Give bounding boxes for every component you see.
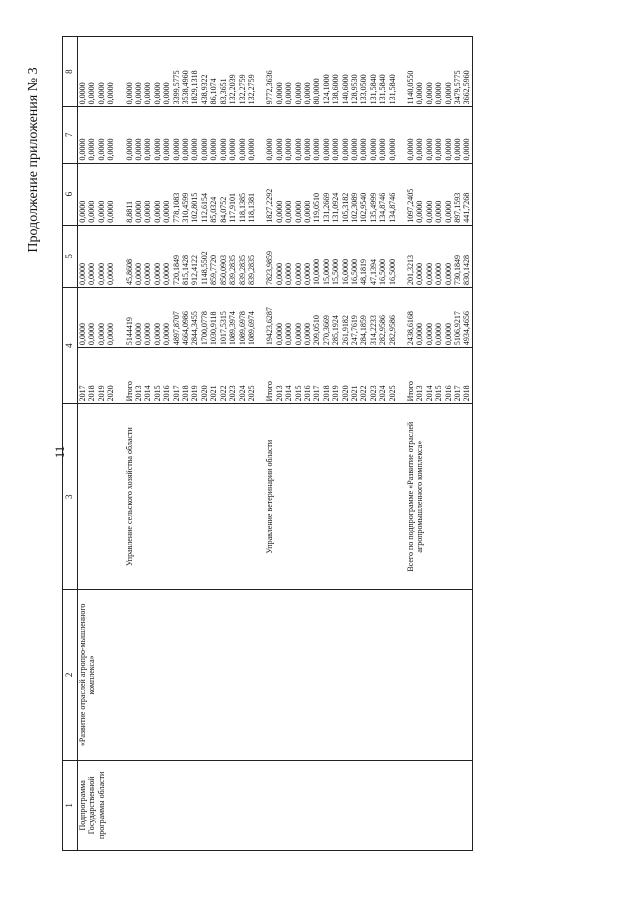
total-cell: 0,0000 xyxy=(443,323,453,346)
local-cell: 0,0000 xyxy=(87,138,97,161)
year-cell: 2018 xyxy=(462,385,472,402)
regional-cell: 778,1083 xyxy=(171,192,181,223)
block-gap xyxy=(256,290,265,345)
other-cell: 0,0000 xyxy=(124,82,134,105)
regional-cell: 0,0000 xyxy=(434,200,444,223)
total-cell: 0,0000 xyxy=(302,323,312,346)
block-gap xyxy=(397,228,406,285)
regional-cell: 0,0000 xyxy=(106,200,116,223)
federal-cell: 0,0000 xyxy=(302,262,312,285)
total-cell: 0,0000 xyxy=(424,323,434,346)
regional-cell: 0,0000 xyxy=(424,200,434,223)
block-gap xyxy=(397,166,406,223)
year-cell: 2016 xyxy=(443,385,453,402)
federal-cell: 0,0000 xyxy=(87,262,97,285)
block-gap xyxy=(397,350,406,401)
local-cell: 0,0000 xyxy=(321,138,331,161)
local-cell: 0,0000 xyxy=(106,138,116,161)
local-cell: 0,0000 xyxy=(209,138,219,161)
table-header-row xyxy=(63,37,78,851)
local-cell: 0,0000 xyxy=(359,138,369,161)
federal-cell: 0,0000 xyxy=(106,262,116,285)
local-cell: 0,0000 xyxy=(424,138,434,161)
local-cell: 0,0000 xyxy=(265,138,275,161)
federal-cell: 0,0000 xyxy=(293,262,303,285)
federal-cell: 10,0000 xyxy=(312,258,322,285)
block-gap xyxy=(397,39,406,104)
other-cell: 0,0000 xyxy=(143,82,153,105)
total-cell: 2844,3455 xyxy=(190,311,200,346)
federal-cell: 0,0000 xyxy=(96,262,106,285)
local-cell: 0,0000 xyxy=(462,138,472,161)
total-cell: 0,0000 xyxy=(293,323,303,346)
other-cell: 0,0000 xyxy=(78,82,87,105)
total-cell: 284,1859 xyxy=(359,315,369,346)
year-cell: 2020 xyxy=(199,385,209,402)
total-cell: 5106,9217 xyxy=(453,311,463,346)
total-cell: 0,0000 xyxy=(415,323,425,346)
regional-cell: 0,0000 xyxy=(443,200,453,223)
local-cell: 0,0000 xyxy=(237,138,247,161)
header-col-7: 7 xyxy=(63,107,78,163)
year-cell: 2022 xyxy=(218,385,228,402)
header-col-3: 3 xyxy=(63,404,78,590)
other-cell: 0,0000 xyxy=(302,82,312,105)
local-cell: 0,0000 xyxy=(228,138,238,161)
block-gap xyxy=(397,109,406,160)
federal-cell: 0,0000 xyxy=(134,262,144,285)
year-cell: Итого xyxy=(406,381,415,402)
federal-cell: 912,4122 xyxy=(190,254,200,285)
other-cell: 83,3651 xyxy=(218,78,228,105)
other-cell: 132,2759 xyxy=(246,74,256,105)
regional-cell: 0,0000 xyxy=(293,200,303,223)
local-cell: 0,0000 xyxy=(443,138,453,161)
federal-cell: 7823,9859 xyxy=(265,250,275,285)
year-cell: 2020 xyxy=(340,385,350,402)
total-cell: 209,0510 xyxy=(312,315,322,346)
regional-cell: 134,8746 xyxy=(378,192,388,223)
other-cell: 132,2039 xyxy=(228,74,238,105)
federal-cell: 0,0000 xyxy=(162,262,172,285)
year-cell: 2018 xyxy=(87,385,97,402)
other-cell: 9772,3636 xyxy=(265,70,275,105)
regional-cell: 0,0000 xyxy=(96,200,106,223)
other-cell: 131,5840 xyxy=(378,74,388,105)
local-cell: 0,0000 xyxy=(152,138,162,161)
local-cell: 0,0000 xyxy=(181,138,191,161)
year-cell: 2019 xyxy=(190,385,200,402)
other-cell: 80,0000 xyxy=(312,78,322,105)
local-cell: 0,0000 xyxy=(349,138,359,161)
year-cell: 2023 xyxy=(228,385,238,402)
year-cell: 2016 xyxy=(302,385,312,402)
block-gap xyxy=(116,290,125,345)
block-gap xyxy=(116,350,125,401)
total-cell: 270,3669 xyxy=(321,315,331,346)
local-cell: 0,0000 xyxy=(171,138,181,161)
other-cell: 131,5840 xyxy=(368,74,378,105)
other-cell: 138,6000 xyxy=(331,74,341,105)
header-col-1: 1 xyxy=(63,760,78,850)
other-cell: 1140,0550 xyxy=(406,70,415,105)
other-cell: 0,0000 xyxy=(96,82,106,105)
local-cell: 0,0000 xyxy=(78,138,87,161)
year-column xyxy=(78,348,473,404)
federal-cell: 839,2835 xyxy=(246,254,256,285)
federal-cell: 45,8608 xyxy=(124,258,134,285)
regional-cell: 0,0000 xyxy=(274,200,284,223)
federal-cell: 0,0000 xyxy=(443,262,453,285)
federal-cell: 0,0000 xyxy=(143,262,153,285)
regional-budget-column xyxy=(78,163,473,225)
total-cell: 0,0000 xyxy=(152,323,162,346)
regional-cell: 118,1385 xyxy=(237,193,247,223)
other-cell: 0,0000 xyxy=(443,82,453,105)
program-name-cell: «Развитие отраслей агропро-мышленного комплекса» xyxy=(78,590,473,761)
federal-cell: 859,7720 xyxy=(209,254,219,285)
total-cell: 4897,8707 xyxy=(171,311,181,346)
other-cell: 1829,1318 xyxy=(190,70,200,105)
rotated-table-area xyxy=(62,36,630,851)
regional-cell: 131,2669 xyxy=(321,192,331,223)
rotated-page-content xyxy=(62,36,630,851)
other-cell: 438,9322 xyxy=(199,74,209,105)
year-cell: 2021 xyxy=(349,385,359,402)
year-cell: Итого xyxy=(265,381,275,402)
federal-budget-column xyxy=(78,225,473,287)
federal-cell: 16,5000 xyxy=(387,258,397,285)
regional-cell: 135,4999 xyxy=(368,192,378,223)
executor-cell xyxy=(78,404,473,590)
other-cell: 128,9530 xyxy=(349,74,359,105)
local-cell: 0,0000 xyxy=(124,138,134,161)
block-gap xyxy=(256,39,265,104)
federal-cell: 16,5000 xyxy=(349,258,359,285)
appendix-caption: Продолжение приложения № 3 xyxy=(26,67,41,253)
header-col-2: 2 xyxy=(63,590,78,761)
block-gap xyxy=(256,350,265,401)
federal-cell: 47,1394 xyxy=(368,258,378,285)
total-cell: 0,0000 xyxy=(284,323,294,346)
regional-cell: 134,8746 xyxy=(387,192,397,223)
total-cell: 261,9182 xyxy=(340,315,350,346)
total-cell: 0,0000 xyxy=(434,323,444,346)
federal-cell: 15,0000 xyxy=(321,258,331,285)
local-cell: 0,0000 xyxy=(246,138,256,161)
local-cell: 0,0000 xyxy=(143,138,153,161)
regional-cell: 0,0000 xyxy=(152,200,162,223)
year-cell: 2014 xyxy=(424,385,434,402)
total-cell: 0,0000 xyxy=(274,323,284,346)
total-cell: 247,7619 xyxy=(349,315,359,346)
total-cell: 0,0000 xyxy=(143,323,153,346)
page-number: 11 xyxy=(52,445,67,459)
year-cell: 2019 xyxy=(96,385,106,402)
federal-cell: 0,0000 xyxy=(284,262,294,285)
federal-cell: 16,0000 xyxy=(340,258,350,285)
local-cell: 0,0000 xyxy=(453,138,463,161)
other-cell: 86,1074 xyxy=(209,78,219,105)
other-cell: 0,0000 xyxy=(415,82,425,105)
federal-cell: 0,0000 xyxy=(78,262,87,285)
block-gap xyxy=(256,109,265,160)
regional-cell: 0,0000 xyxy=(87,200,97,223)
total-cell: 0,0000 xyxy=(134,323,144,346)
year-cell: 2021 xyxy=(209,385,219,402)
other-sources-column xyxy=(78,37,473,107)
local-cell: 0,0000 xyxy=(340,138,350,161)
appendix-table xyxy=(62,36,473,851)
local-cell: 0,0000 xyxy=(368,138,378,161)
year-cell: 2015 xyxy=(152,385,162,402)
federal-cell: 815,1428 xyxy=(181,254,191,285)
year-cell: 2016 xyxy=(162,385,172,402)
total-cell: 1030,9118 xyxy=(209,311,219,346)
federal-cell: 1148,5502 xyxy=(199,251,209,285)
total-cell: 0,0000 xyxy=(162,323,172,346)
regional-cell: 0,0000 xyxy=(284,200,294,223)
year-cell: 2013 xyxy=(274,385,284,402)
federal-cell: 0,0000 xyxy=(415,262,425,285)
table-body-row xyxy=(78,37,473,851)
other-cell: 0,0000 xyxy=(284,82,294,105)
other-cell: 0,0000 xyxy=(87,82,97,105)
local-cell: 0,0000 xyxy=(415,138,425,161)
header-col-4: 4 xyxy=(63,287,78,403)
other-cell: 0,0000 xyxy=(152,82,162,105)
year-cell: 2017 xyxy=(312,385,322,402)
federal-cell: 16,5000 xyxy=(378,258,388,285)
total-cell: 1089,6974 xyxy=(246,311,256,346)
regional-cell: 102,3089 xyxy=(349,192,359,223)
year-cell: 2025 xyxy=(246,385,256,402)
local-cell: 0,0000 xyxy=(302,138,312,161)
block-gap xyxy=(116,39,125,104)
total-cell: 0,0000 xyxy=(78,323,87,346)
local-cell: 0,0000 xyxy=(190,138,200,161)
total-cell: 282,9586 xyxy=(378,315,388,346)
local-cell: 0,0000 xyxy=(134,138,144,161)
other-cell: 0,0000 xyxy=(424,82,434,105)
regional-cell: 441,7268 xyxy=(462,192,472,223)
other-cell: 0,0000 xyxy=(434,82,444,105)
total-cell: 5144419 xyxy=(124,317,134,346)
total-cell: 1089,3974 xyxy=(228,311,238,346)
executor-name xyxy=(78,406,125,587)
local-budget-column xyxy=(78,107,473,163)
regional-cell: 0,0000 xyxy=(134,200,144,223)
year-cell: 2022 xyxy=(359,385,369,402)
other-cell: 0,0000 xyxy=(274,82,284,105)
other-cell: 3479,5775 xyxy=(453,70,463,105)
local-cell: 0,0000 xyxy=(199,138,209,161)
regional-cell: 310,4599 xyxy=(181,192,191,223)
local-cell: 0,0000 xyxy=(218,138,228,161)
federal-cell: 0,0000 xyxy=(274,262,284,285)
header-col-8: 8 xyxy=(63,37,78,107)
year-cell: 2018 xyxy=(181,385,191,402)
regional-cell: 102,8015 xyxy=(190,192,200,223)
year-cell: 2015 xyxy=(293,385,303,402)
regional-cell: 897,1593 xyxy=(453,192,463,223)
regional-cell: 8,8811 xyxy=(124,201,134,223)
other-cell: 0,0000 xyxy=(162,82,172,105)
local-cell: 0,0000 xyxy=(406,138,415,161)
block-gap xyxy=(116,228,125,285)
local-cell: 0,0000 xyxy=(162,138,172,161)
total-cell: 19423,6287 xyxy=(265,307,275,346)
year-cell: 2015 xyxy=(434,385,444,402)
other-cell: 131,5840 xyxy=(387,74,397,105)
federal-cell: 730,1849 xyxy=(453,254,463,285)
other-cell: 3399,5775 xyxy=(171,70,181,105)
regional-cell: 131,0924 xyxy=(331,192,341,223)
federal-cell: 850,0903 xyxy=(218,254,228,285)
regional-cell: 105,3182 xyxy=(340,192,350,223)
federal-cell: 839,2835 xyxy=(237,254,247,285)
year-cell: 2014 xyxy=(143,385,153,402)
local-cell: 0,0000 xyxy=(434,138,444,161)
regional-cell: 0,0000 xyxy=(302,200,312,223)
regional-cell: 112,6154 xyxy=(199,193,209,223)
local-cell: 0,0000 xyxy=(331,138,341,161)
federal-cell: 830,1428 xyxy=(462,254,472,285)
total-cell: 285,1924 xyxy=(331,315,341,346)
block-gap xyxy=(397,290,406,345)
regional-cell: 0,0000 xyxy=(415,200,425,223)
total-amount-column xyxy=(78,287,473,347)
year-cell: 2014 xyxy=(284,385,294,402)
year-cell: 2024 xyxy=(237,385,247,402)
federal-cell: 201,3213 xyxy=(406,254,415,285)
year-cell: 2025 xyxy=(387,385,397,402)
local-cell: 0,0000 xyxy=(387,138,397,161)
regional-cell: 0,0000 xyxy=(78,200,87,223)
regional-cell: 117,9101 xyxy=(228,193,238,223)
total-cell: 314,2233 xyxy=(368,315,378,346)
federal-cell: 15,5000 xyxy=(331,258,341,285)
total-cell: 282,9586 xyxy=(387,315,397,346)
local-cell: 0,0000 xyxy=(96,138,106,161)
regional-cell: 102,9540 xyxy=(359,192,369,223)
year-cell: 2019 xyxy=(331,385,341,402)
other-cell: 0,0000 xyxy=(293,82,303,105)
local-cell: 0,0000 xyxy=(378,138,388,161)
block-gap xyxy=(116,166,125,223)
total-cell: 1089,6978 xyxy=(237,311,247,346)
other-cell: 140,6000 xyxy=(340,74,350,105)
regional-cell: 1827,2292 xyxy=(265,188,275,223)
other-cell: 133,0500 xyxy=(359,74,369,105)
total-cell: 2438,6168 xyxy=(406,311,415,346)
regional-cell: 119,0510 xyxy=(312,193,322,223)
year-cell: 2013 xyxy=(134,385,144,402)
total-cell: 1700,0778 xyxy=(199,311,209,346)
block-gap xyxy=(256,228,265,285)
year-cell: 2017 xyxy=(453,385,463,402)
other-cell: 132,2759 xyxy=(237,74,247,105)
other-cell: 124,1000 xyxy=(321,74,331,105)
local-cell: 0,0000 xyxy=(274,138,284,161)
regional-cell: 85,0324 xyxy=(209,196,219,223)
federal-cell: 839,2835 xyxy=(228,254,238,285)
other-cell: 3538,4960 xyxy=(181,70,191,105)
federal-cell: 0,0000 xyxy=(152,262,162,285)
total-cell: 0,0000 xyxy=(96,323,106,346)
total-cell: 4934,4656 xyxy=(462,311,472,346)
year-cell: 2018 xyxy=(321,385,331,402)
program-type-cell: Подпрограмма Государственной программы области xyxy=(78,760,473,850)
year-cell: 2017 xyxy=(78,385,87,402)
federal-cell: 0,0000 xyxy=(434,262,444,285)
header-col-6: 6 xyxy=(63,163,78,225)
year-cell: 2020 xyxy=(106,385,116,402)
executor-name: Всего по подпрограмме «Развитие отраслей агропромышленного комплекса» xyxy=(405,421,425,572)
executor-name: Управление ветеринарии области xyxy=(265,439,275,554)
header-col-5: 5 xyxy=(63,225,78,287)
year-cell: 2013 xyxy=(415,385,425,402)
year-cell: Итого xyxy=(124,381,134,402)
local-cell: 0,0000 xyxy=(312,138,322,161)
year-cell: 2024 xyxy=(378,385,388,402)
block-gap xyxy=(116,109,125,160)
other-cell: 0,0000 xyxy=(106,82,116,105)
regional-cell: 118,1381 xyxy=(246,193,256,223)
regional-cell: 0,0000 xyxy=(143,200,153,223)
regional-cell: 0,0000 xyxy=(162,200,172,223)
federal-cell: 48,1819 xyxy=(359,258,369,285)
block-gap xyxy=(256,166,265,223)
federal-cell: 0,0000 xyxy=(424,262,434,285)
local-cell: 0,0000 xyxy=(293,138,303,161)
local-cell: 0,0000 xyxy=(284,138,294,161)
other-cell: 0,0000 xyxy=(134,82,144,105)
regional-cell: 84,0752 xyxy=(218,196,228,223)
regional-cell: 1097,2405 xyxy=(406,188,415,223)
total-cell: 4664,0986 xyxy=(181,311,191,346)
federal-cell: 720,1849 xyxy=(171,254,181,285)
total-cell: 1017,5315 xyxy=(218,311,228,346)
executor-name: Управление сельского хозяйства области xyxy=(124,427,134,567)
year-cell: 2023 xyxy=(368,385,378,402)
other-cell: 3662,5960 xyxy=(462,70,472,105)
total-cell: 0,0000 xyxy=(106,323,116,346)
total-cell: 0,0000 xyxy=(87,323,97,346)
year-cell: 2017 xyxy=(171,385,181,402)
